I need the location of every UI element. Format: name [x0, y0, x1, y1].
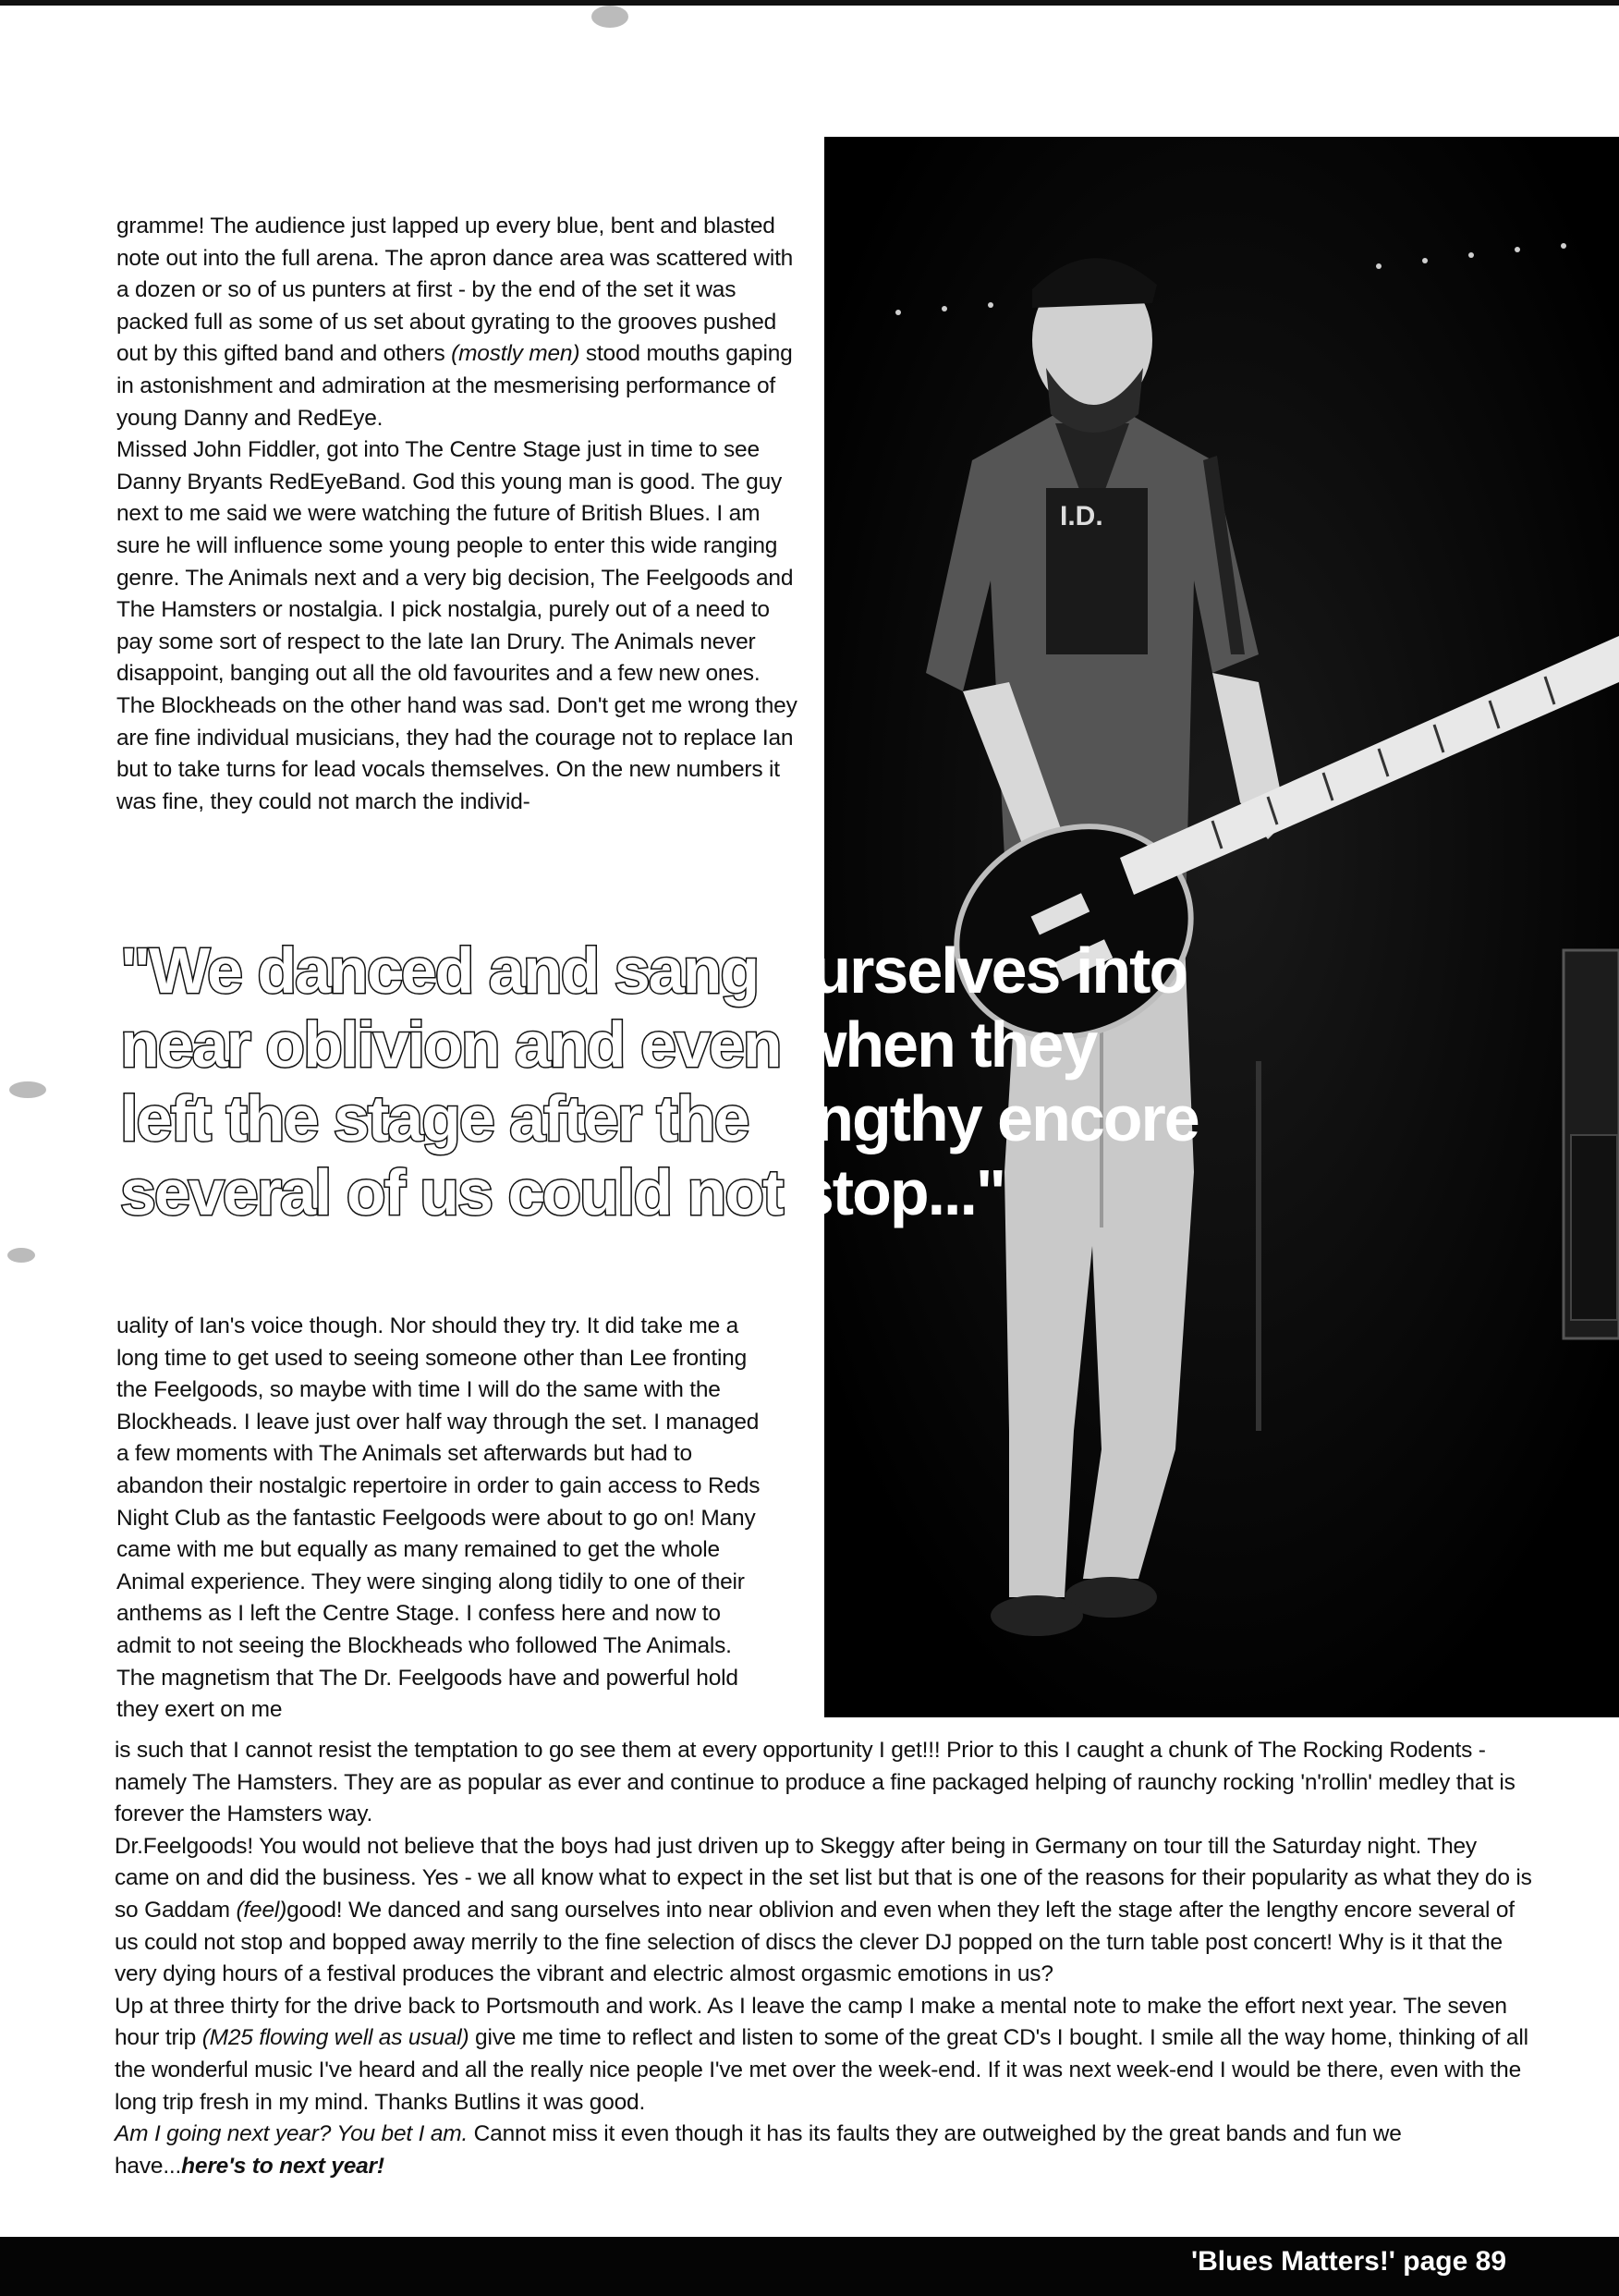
scan-speck [7, 1248, 35, 1263]
emphasis-text: (M25 flowing well as usual) [201, 2025, 469, 2051]
pull-quote-line [120, 1155, 1321, 1229]
emphasis-text: (feel) [236, 1897, 287, 1923]
footer-bar [0, 2237, 1619, 2296]
pull-quote-solid-text: stop..." [797, 1156, 1005, 1228]
article-paragraph: Dr.Feelgoods! You would not believe that the boys had just driven up to Skeggy after being in Germany on tour till the Saturday night. They came on and did the business. Yes - we all know what to expect in the set list but that is one of the reasons for their popularity as what they do is so Gaddam (feel)good! We danced and sang ourselves into near oblivion and even when they left the stage after the lengthy encore several of us could not stop and bopped away merrily to the fine selection of discs the clever DJ popped on the turn table post concert! Why is it that the very dying hours of a festival produces the vibrant and electric almost orgasmic emotions in us? [115, 1833, 1532, 1987]
svg-text:I.D.: I.D. [1060, 501, 1103, 531]
article-paragraph: Missed John Fiddler, got into The Centre Stage just in time to see Danny Bryants RedEyeBand. God this young man is good. The guy next to me said we were watching the future of British Blues. I am sure he will influence some young people to enter this wide ranging genre. The Animals next and a very big decision, The Feelgoods and The Hamsters or nostalgia. I pick nostalgia, purely out of a need to pay some sort of respect to the late Ian Drury. The Animals never disappoint, banging out all the old favourites and a few new ones. The Blockheads on the other hand was sad. Don't get me wrong they are fine individual musicians, they had the courage not to replace Ian but to take turns for lead vocals themselves. On the new numbers it was fine, they could not march the individ- [116, 437, 797, 814]
emphasis-text: here's to next year! [181, 2153, 384, 2179]
pull-quote-solid-text: lengthy encore [763, 1082, 1199, 1154]
article-column-1 [116, 211, 800, 818]
pull-quote-line [120, 934, 1321, 1008]
pull-quote-outlined-text: several of us could not [120, 1156, 798, 1228]
pull-quote [120, 934, 1321, 1229]
pull-quote-solid-text: ourselves into [773, 934, 1187, 1007]
scan-speck [9, 1081, 46, 1098]
article-column-2 [116, 1311, 763, 1727]
pull-quote-outlined-text: "We danced and sang [120, 934, 774, 1007]
emphasis-text: Am I going next year? You bet I am. [115, 2121, 469, 2147]
page-footer-label: 'Blues Matters!' page 89 [1190, 2246, 1506, 2277]
article-paragraph: is such that I cannot resist the temptation to go see them at every opportunity I get!!! Prior to this I caught a chunk of The Rocking Rodents - namely The Hamsters. They are as popular as ever and continue to produce a fine packaged helping of raunchy rocking 'n'rollin' medley that is forever the Hamsters way. [115, 1738, 1516, 1827]
pull-quote-solid-text: when they [796, 1008, 1097, 1081]
guitarist-photo [824, 137, 1619, 1717]
top-border [0, 0, 1619, 6]
scan-speck [591, 6, 628, 28]
article-paragraph: Am I going next year? You bet I am. Cannot miss it even though it has its faults they are outweighed by the great bands and fun we have...here's to next year! [115, 2121, 1402, 2179]
guitarist-icon [824, 137, 1619, 1717]
article-paragraph: uality of Ian's voice though. Nor should they try. It did take me a long time to get used to seeing someone other than Lee fronting the Feelgoods, so maybe with time I will do the same with the Blockheads. I leave just over half way through the set. I managed a few moments with The Animals set afterwards but had to abandon their nostalgic repertoire in order to gain access to Reds Night Club as the fantastic Feelgoods were about to go on! Many came with me but equally as many remained to get the whole Animal experience. They were singing along tidily to one of their anthems as I left the Centre Stage. I confess here and now to admit to not seeing the Blockheads who followed The Animals. The magnetism that The Dr. Feelgoods have and powerful hold they exert on me [116, 1313, 761, 1723]
article-paragraph: Up at three thirty for the drive back to Portsmouth and work. As I leave the camp I make a mental note to make the effort next year. The seven hour trip (M25 flowing well as usual) give me time to reflect and listen to some of the great CD's I bought. I smile all the way home, thinking of all the wonderful music I've heard and all the really nice people I've met over the week-end. If it was next week-end I would be there, even with the long trip fresh in my mind. Thanks Butlins it was good. [115, 1993, 1528, 2115]
pull-quote-line [120, 1008, 1321, 1081]
pull-quote-outlined-text: left the stage after the [120, 1082, 764, 1154]
pull-quote-outlined-text: near oblivion and even [120, 1008, 797, 1081]
emphasis-text: (mostly men) [451, 341, 580, 367]
pull-quote-line [120, 1081, 1321, 1155]
article-paragraph: gramme! The audience just lapped up every blue, bent and blasted note out into the full arena. The apron dance area was scattered with a dozen or so of us punters at first - by the end of the set it was packed full as some of us set about gyrating to the grooves pushed out by this gifted band and others (mostly men) stood mouths gaping in astonishment and admiration at the mesmerising performance of young Danny and RedEye. [116, 214, 794, 431]
article-full-width [115, 1735, 1534, 2182]
